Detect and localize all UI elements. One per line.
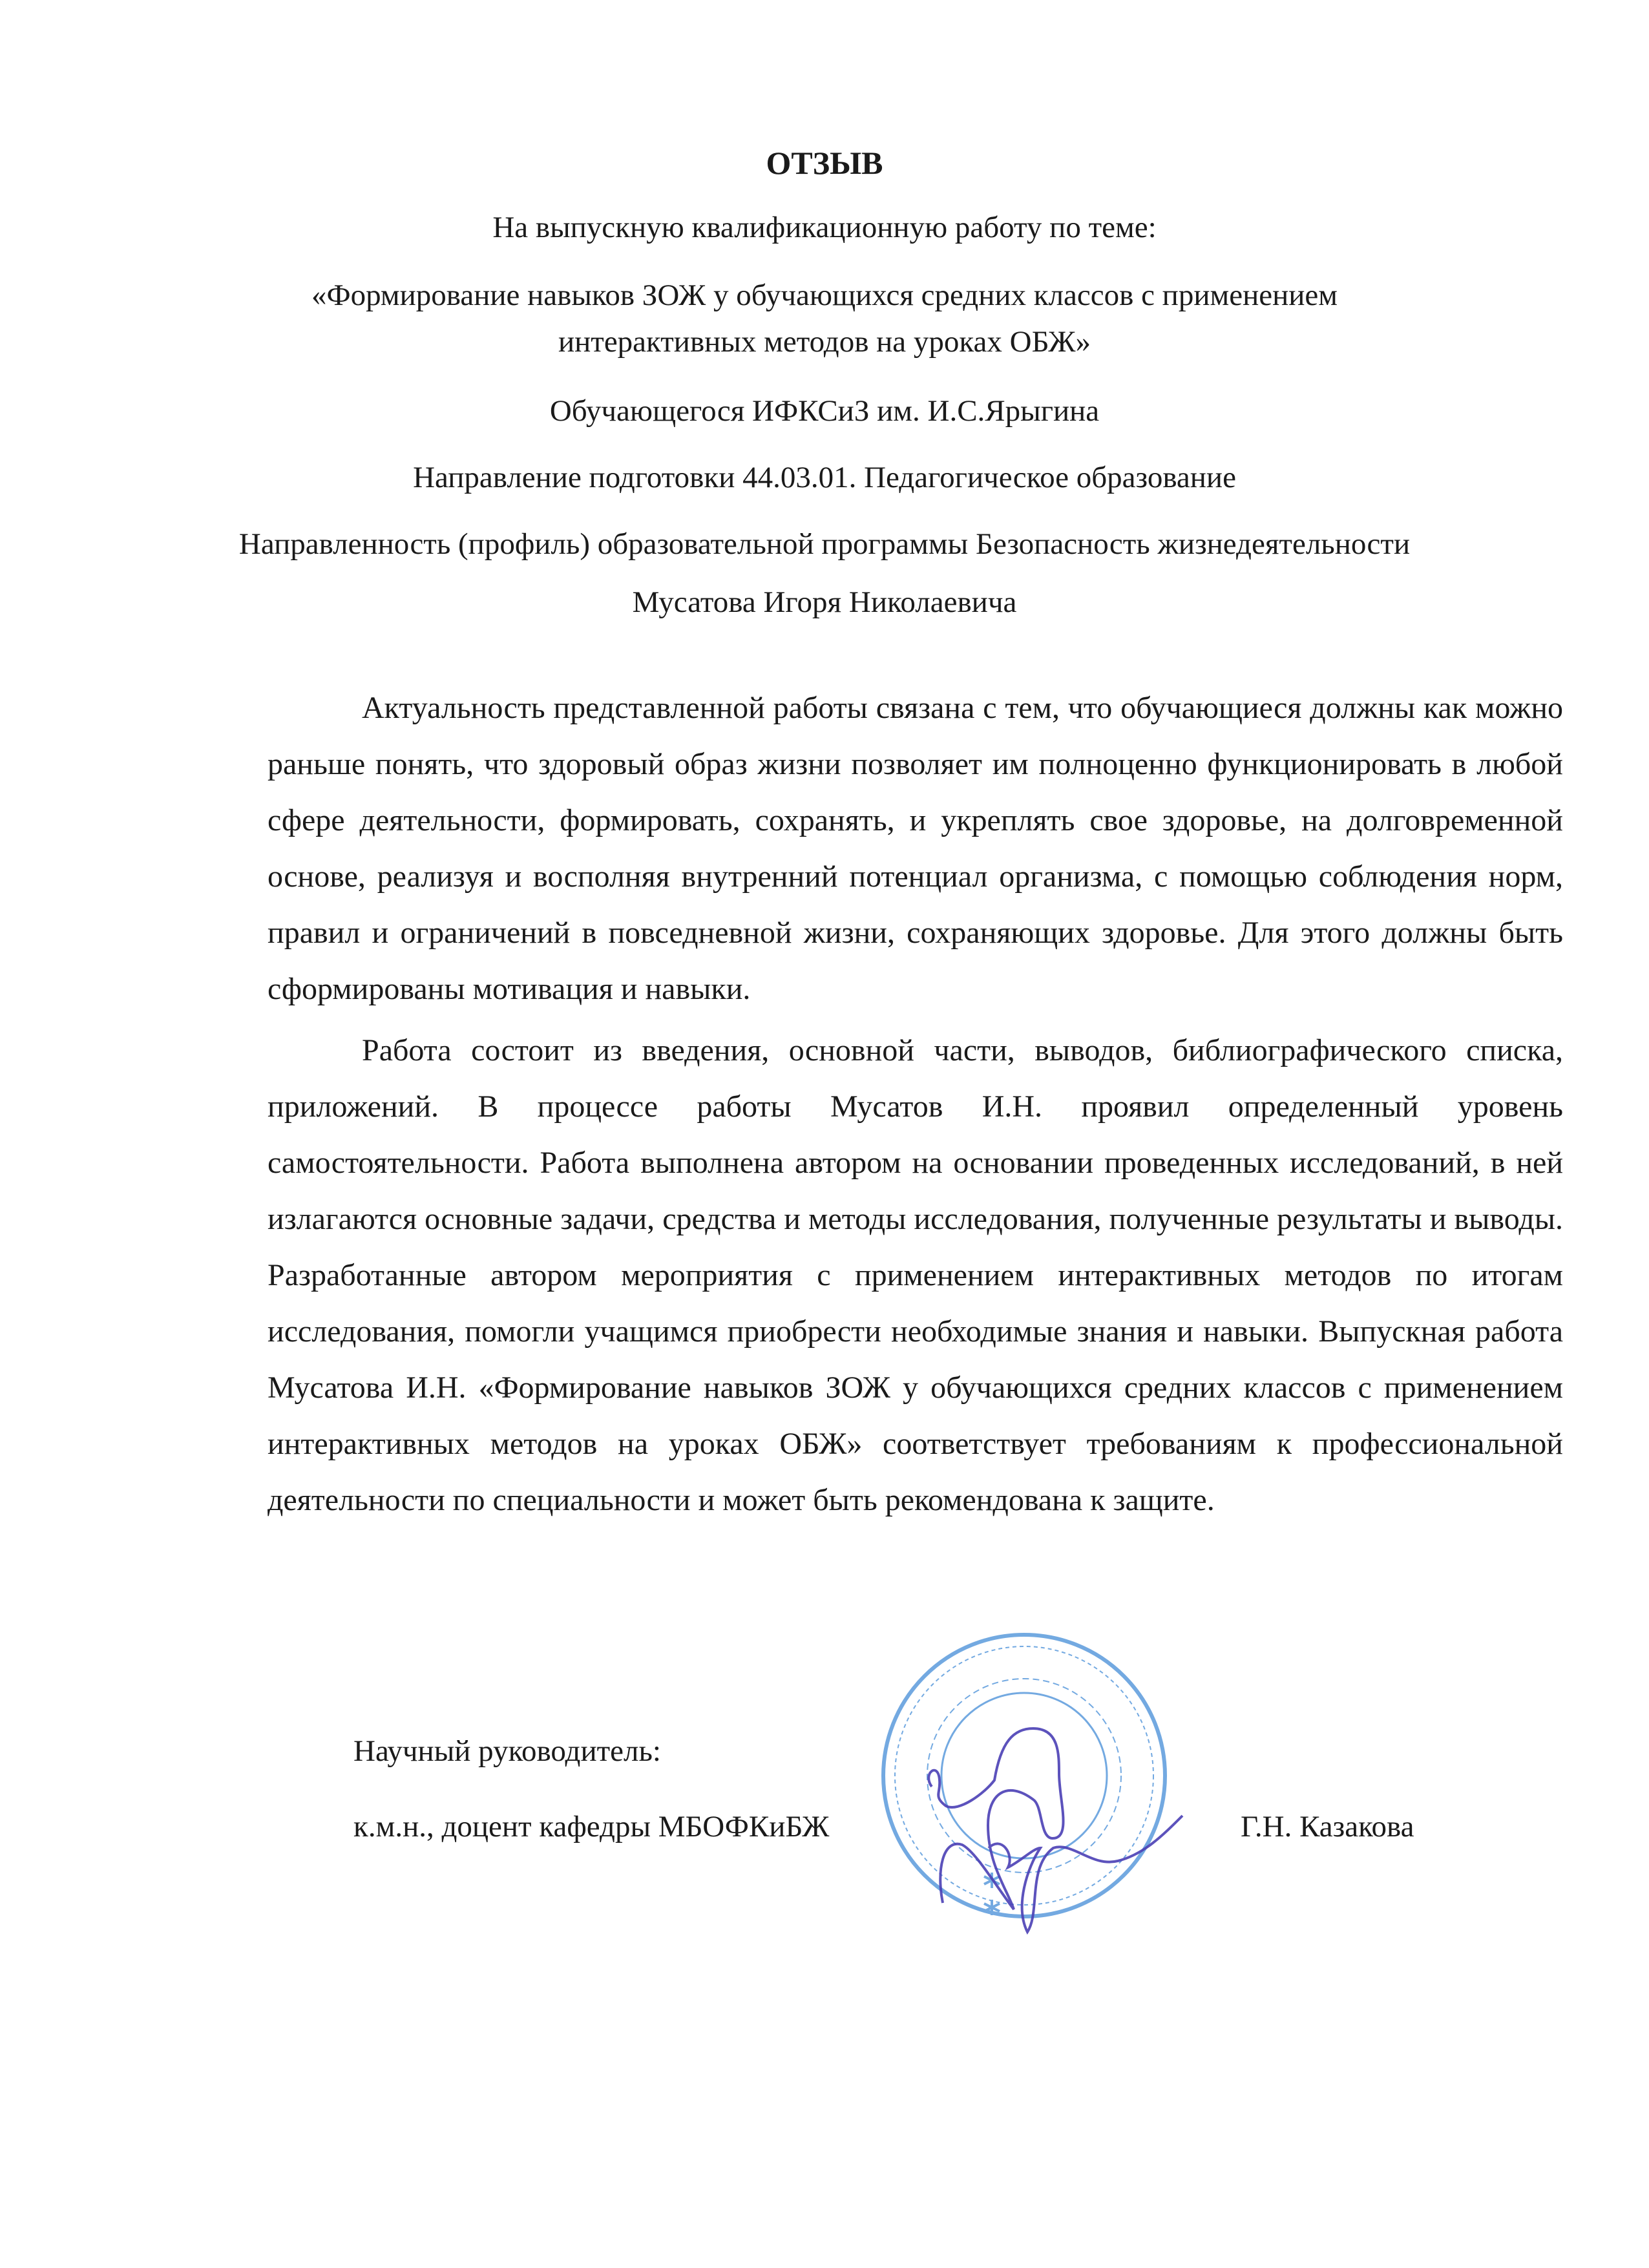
supervisor-position: к.м.н., доцент кафедры МБОФКиБЖ bbox=[353, 1810, 830, 1843]
review-body bbox=[268, 680, 1563, 1528]
paragraph-assessment: Работа состоит из введения, основной части, выводов, библиографического списка, приложений. В процессе работы Мусатов И.Н. проявил определенный уровень самостоятельности. Работа выполнена автором на основании проведенных исследований, в ней излагаются основные задачи, средства и методы исследования, полученные результаты и выводы. Разработанные автором мероприятия с применением интерактивных методов по итогам исследования, помогли учащимся приобрести необходимые знания и навыки. Выпускная работа Мусатова И.Н. «Формирование навыков ЗОЖ у обучающихся средних классов с применением интерактивных методов на уроках ОБЖ» соответствует требованиям к профессиональной деятельности по специальности и может быть рекомендована к защите. bbox=[268, 1033, 1563, 1517]
topic-line-1: «Формирование навыков ЗОЖ у обучающихся средних классов с применением bbox=[311, 278, 1338, 312]
student-institute: Обучающегося ИФКСиЗ им. И.С.Ярыгина bbox=[549, 394, 1100, 428]
profile: Направленность (профиль) образовательной программы Безопасность жизнедеятельности bbox=[238, 527, 1411, 561]
paragraph-relevance: Актуальность представленной работы связана с тем, что обучающиеся должны как можно раньше понять, что здоровый образ жизни позволяет им полноценно функционировать в любой сфере деятельности, формировать, сохранять, и укреплять свое здоровье, на долговременной основе, реализуя и восполняя внутренний потенциал организма, с помощью соблюдения норм, правил и ограничений в повседневной жизни, сохраняющих здоровье. Для этого должны быть сформированы мотивация и навыки. bbox=[268, 691, 1563, 1006]
direction: Направление подготовки 44.03.01. Педагогическое образование bbox=[413, 461, 1236, 494]
topic-line-2: интерактивных методов на уроках ОБЖ» bbox=[558, 325, 1091, 359]
student-name: Мусатова Игоря Николаевича bbox=[632, 585, 1017, 619]
document-title: ОТЗЫВ bbox=[766, 145, 883, 181]
supervisor-role: Научный руководитель: bbox=[353, 1734, 661, 1768]
institution-stamp bbox=[879, 1628, 1189, 1938]
subtitle: На выпускную квалификационную работу по теме: bbox=[492, 211, 1157, 244]
supervisor-name: Г.Н. Казакова bbox=[1241, 1810, 1414, 1843]
